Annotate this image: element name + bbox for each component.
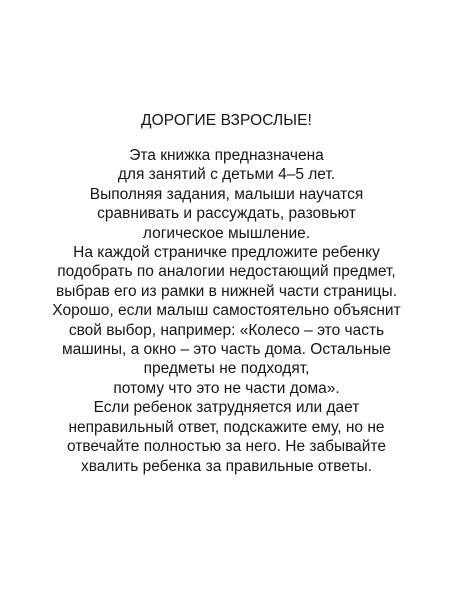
text-line: свой выбор, например: «Колесо – это часть	[68, 321, 385, 339]
body-text	[0, 146, 453, 476]
text-line: логическое мышление.	[142, 224, 311, 242]
text-line: Хорошо, если малыш самостоятельно объяснит	[52, 302, 401, 320]
text-line: выбрав его из рамки в нижней части страницы.	[55, 282, 398, 300]
text-line: Эта книжка предназначена	[129, 147, 324, 164]
text-line: отвечайте полностью за него. Не забывайте	[66, 438, 386, 456]
text-line: для занятий с детьми 4–5 лет.	[117, 166, 336, 184]
text-line: потому что это не части дома».	[113, 379, 340, 397]
page-heading: ДОРОГИЕ ВЗРОСЛЫЕ!	[141, 112, 312, 129]
text-line: На каждой страничке предложите ребенку	[73, 244, 380, 262]
text-line: предметы не подходят,	[143, 360, 310, 378]
text-line: неправильный ответ, подскажите ему, но не	[68, 418, 385, 436]
text-line: машины, а окно – это часть дома. Остальные	[61, 341, 392, 359]
text-line: хвалить ребенка за правильные ответы.	[80, 457, 372, 475]
text-line: Выполняя задания, малыши научатся	[89, 185, 364, 203]
text-line: подобрать по аналогии недостающий предмет,	[57, 263, 396, 281]
text-line: Если ребенок затрудняется или дает	[93, 399, 360, 417]
text-line: сравнивать и рассуждать, разовьют	[97, 205, 356, 223]
